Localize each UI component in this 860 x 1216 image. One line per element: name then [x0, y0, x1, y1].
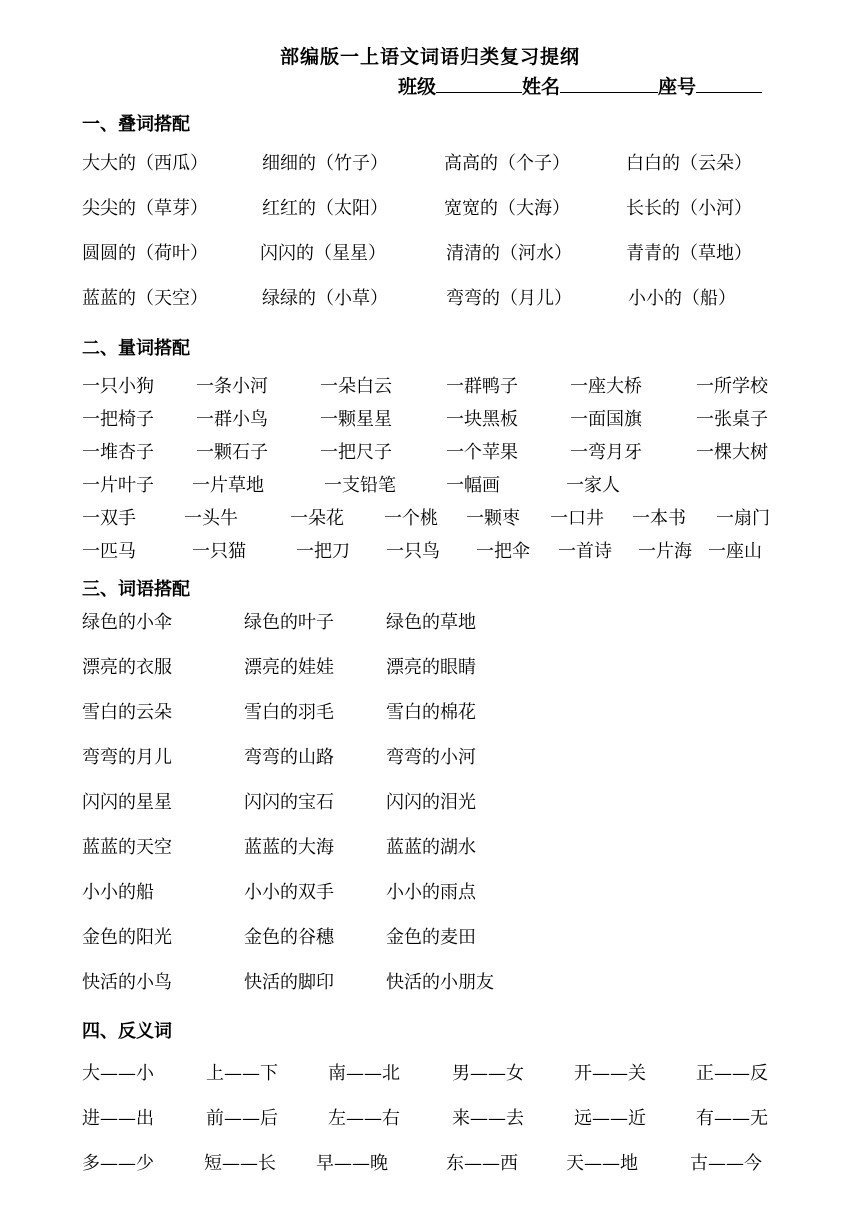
- word-item: 男——女: [452, 1063, 524, 1084]
- word-item: 白白的（云朵）: [626, 153, 752, 174]
- section-heading: 一、叠词搭配: [82, 114, 190, 135]
- word-item: 古——今: [690, 1153, 762, 1174]
- word-item: 清清的（河水）: [446, 243, 572, 264]
- word-item: 弯弯的（月儿）: [446, 288, 572, 309]
- word-row: [0, 152, 860, 176]
- word-item: 一只猫: [192, 541, 246, 562]
- word-item: 红红的（太阳）: [262, 198, 388, 219]
- word-item: 多——少: [82, 1153, 154, 1174]
- word-item: 蓝蓝的（天空）: [82, 288, 208, 309]
- word-item: 一面国旗: [570, 409, 642, 430]
- word-item: 闪闪的泪光: [386, 792, 476, 813]
- word-item: 小小的双手: [244, 882, 334, 903]
- word-item: 一片海: [638, 541, 692, 562]
- word-item: 漂亮的衣服: [82, 657, 172, 678]
- word-item: 有——无: [696, 1108, 768, 1129]
- word-item: 一头牛: [184, 508, 238, 529]
- word-item: 一匹马: [82, 541, 136, 562]
- word-row: [0, 1152, 860, 1176]
- seat-blank[interactable]: [696, 74, 762, 93]
- class-blank[interactable]: [436, 74, 522, 93]
- word-item: 一群鸭子: [446, 376, 518, 397]
- word-item: 长长的（小河）: [626, 198, 752, 219]
- word-item: 一条小河: [196, 376, 268, 397]
- word-item: 小小的雨点: [386, 882, 476, 903]
- word-item: 短——长: [204, 1153, 276, 1174]
- word-item: 一颗星星: [320, 409, 392, 430]
- word-item: 一扇门: [716, 508, 770, 529]
- word-row: [0, 881, 860, 905]
- class-label: 班级: [398, 76, 437, 98]
- word-item: 一把椅子: [82, 409, 154, 430]
- word-row: [0, 791, 860, 815]
- word-item: 一只小狗: [82, 376, 154, 397]
- word-item: 细细的（竹子）: [262, 153, 388, 174]
- word-item: 大——小: [82, 1063, 154, 1084]
- word-item: 进——出: [82, 1108, 154, 1129]
- word-item: 弯弯的山路: [244, 747, 334, 768]
- word-row: [0, 375, 860, 399]
- word-item: 金色的麦田: [386, 927, 476, 948]
- word-item: 绿色的草地: [386, 612, 476, 633]
- word-item: 一双手: [82, 508, 136, 529]
- word-item: 一支铅笔: [324, 475, 396, 496]
- word-row: [0, 611, 860, 635]
- word-item: 闪闪的（星星）: [260, 243, 386, 264]
- word-item: 开——关: [574, 1063, 646, 1084]
- word-item: 一片叶子: [82, 475, 154, 496]
- word-item: 雪白的羽毛: [244, 702, 334, 723]
- word-item: 一颗石子: [196, 442, 268, 463]
- word-item: 一弯月牙: [570, 442, 642, 463]
- word-row: [0, 507, 860, 531]
- word-item: 一颗枣: [466, 508, 520, 529]
- word-row: [0, 1107, 860, 1131]
- word-item: 漂亮的娃娃: [244, 657, 334, 678]
- word-item: 一本书: [632, 508, 686, 529]
- document-title: 部编版一上语文词语归类复习提纲: [279, 46, 580, 68]
- word-item: 东——西: [446, 1153, 518, 1174]
- seat-label: 座号: [658, 76, 697, 98]
- word-item: 一个苹果: [446, 442, 518, 463]
- word-item: 一块黑板: [446, 409, 518, 430]
- word-row: [0, 540, 860, 564]
- word-item: 大大的（西瓜）: [82, 153, 208, 174]
- word-item: 漂亮的眼睛: [386, 657, 476, 678]
- word-item: 高高的（个子）: [444, 153, 570, 174]
- word-item: 蓝蓝的天空: [82, 837, 172, 858]
- word-item: 绿绿的（小草）: [262, 288, 388, 309]
- word-item: 一幅画: [446, 475, 500, 496]
- word-item: 一所学校: [696, 376, 768, 397]
- word-item: 闪闪的星星: [82, 792, 172, 813]
- word-item: 一堆杏子: [82, 442, 154, 463]
- student-info-line: [398, 72, 762, 99]
- word-item: 蓝蓝的大海: [244, 837, 334, 858]
- word-row: [0, 441, 860, 465]
- word-item: 一口井: [550, 508, 604, 529]
- word-item: 青青的（草地）: [626, 243, 752, 264]
- word-item: 金色的阳光: [82, 927, 172, 948]
- word-item: 一把刀: [296, 541, 350, 562]
- name-label: 姓名: [522, 76, 561, 98]
- word-item: 一家人: [566, 475, 620, 496]
- word-item: 雪白的棉花: [386, 702, 476, 723]
- word-item: 一朵白云: [320, 376, 392, 397]
- word-item: 快活的小鸟: [82, 972, 172, 993]
- word-row: [0, 287, 860, 311]
- word-item: 一座大桥: [570, 376, 642, 397]
- word-item: 快活的小朋友: [386, 972, 494, 993]
- word-item: 一棵大树: [696, 442, 768, 463]
- word-item: 上——下: [206, 1063, 278, 1084]
- word-item: 快活的脚印: [244, 972, 334, 993]
- word-item: 绿色的叶子: [244, 612, 334, 633]
- word-item: 一群小鸟: [196, 409, 268, 430]
- word-item: 小小的（船）: [628, 288, 736, 309]
- word-item: 雪白的云朵: [82, 702, 172, 723]
- word-item: 小小的船: [82, 882, 154, 903]
- word-row: [0, 656, 860, 680]
- word-item: 弯弯的小河: [386, 747, 476, 768]
- word-item: 左——右: [328, 1108, 400, 1129]
- word-item: 弯弯的月儿: [82, 747, 172, 768]
- word-row: [0, 1062, 860, 1086]
- word-item: 一只鸟: [386, 541, 440, 562]
- word-item: 蓝蓝的湖水: [386, 837, 476, 858]
- word-row: [0, 746, 860, 770]
- section-heading: 四、反义词: [82, 1021, 172, 1042]
- word-row: [0, 926, 860, 950]
- word-row: [0, 971, 860, 995]
- word-item: 一朵花: [290, 508, 344, 529]
- word-row: [0, 701, 860, 725]
- word-item: 金色的谷穗: [244, 927, 334, 948]
- word-item: 一个桃: [384, 508, 438, 529]
- word-item: 早——晚: [316, 1153, 388, 1174]
- word-item: 前——后: [206, 1108, 278, 1129]
- word-item: 一把尺子: [320, 442, 392, 463]
- word-item: 一把伞: [476, 541, 530, 562]
- word-row: [0, 474, 860, 498]
- section-heading: 三、词语搭配: [82, 579, 190, 600]
- word-item: 圆圆的（荷叶）: [82, 243, 208, 264]
- word-item: 南——北: [328, 1063, 400, 1084]
- word-item: 远——近: [574, 1108, 646, 1129]
- word-item: 一片草地: [192, 475, 264, 496]
- word-item: 正——反: [696, 1063, 768, 1084]
- word-item: 绿色的小伞: [82, 612, 172, 633]
- word-item: 天——地: [566, 1153, 638, 1174]
- word-item: 闪闪的宝石: [244, 792, 334, 813]
- word-item: 来——去: [452, 1108, 524, 1129]
- word-row: [0, 197, 860, 221]
- word-item: 一座山: [708, 541, 762, 562]
- word-row: [0, 836, 860, 860]
- word-item: 一首诗: [558, 541, 612, 562]
- name-blank[interactable]: [560, 74, 658, 93]
- word-item: 一张桌子: [696, 409, 768, 430]
- word-item: 宽宽的（大海）: [444, 198, 570, 219]
- word-row: [0, 408, 860, 432]
- word-item: 尖尖的（草芽）: [82, 198, 208, 219]
- word-row: [0, 242, 860, 266]
- section-heading: 二、量词搭配: [82, 338, 190, 359]
